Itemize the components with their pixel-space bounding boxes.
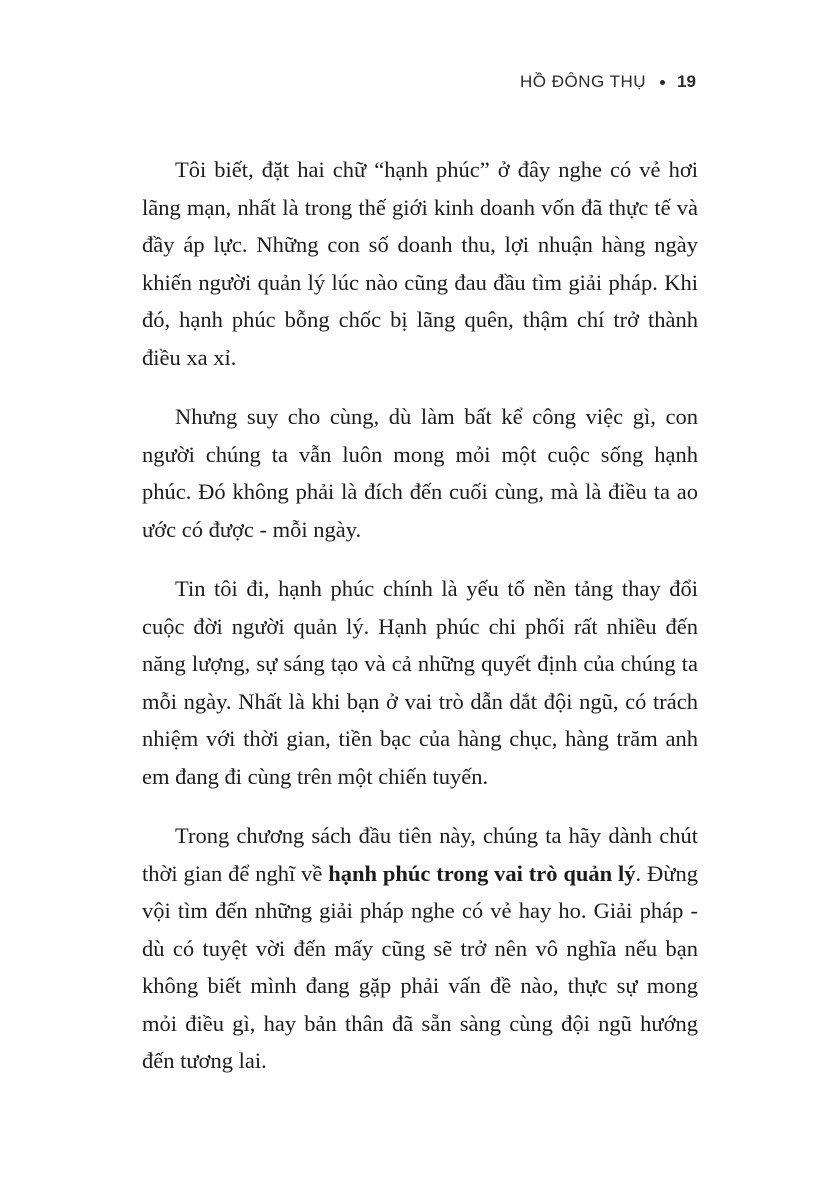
paragraph-1: Tôi biết, đặt hai chữ “hạnh phúc” ở đây nghe có vẻ hơi lãng mạn, nhất là trong thế giới kinh doanh vốn đã thực tế và đầy áp lực. Những con số doanh thu, lợi nhuận hàng ngày khiến người quản lý lúc nào cũng đau đầu tìm giải pháp. Khi đó, hạnh phúc bỗng chốc bị lãng quên, thậm chí trở thành điều xa xỉ.	[142, 157, 698, 370]
author-name: HỒ ĐÔNG THỤ	[520, 72, 647, 91]
paragraph-4-tail: . Đừng vội tìm đến những giải pháp nghe có vẻ hay ho. Giải pháp - dù có tuyệt vời đến mấy cũng sẽ trở nên vô nghĩa nếu bạn không biết mình đang gặp phải vấn đề nào, thực sự mong mỏi điều gì, hay bản thân đã sẵn sàng cùng đội ngũ hướng đến tương lai.	[142, 860, 698, 1073]
paragraph-4-lead: Trong chương sách đầu tiên này, chúng ta hãy dành chút thời gian để nghĩ về	[142, 823, 698, 886]
paragraph-2: Nhưng suy cho cùng, dù làm bất kể công việc gì, con người chúng ta vẫn luôn mong mỏi một cuộc sống hạnh phúc. Đó không phải là đích đến cuối cùng, mà là điều ta ao ước có được - mỗi ngày.	[142, 404, 698, 542]
paragraph-4	[142, 817, 698, 1080]
bullet-separator	[660, 80, 665, 85]
emphasis-phrase: hạnh phúc trong vai trò quản lý	[328, 860, 636, 886]
paragraph-3: Tin tôi đi, hạnh phúc chính là yếu tố nền tảng thay đổi cuộc đời người quản lý. Hạnh phúc chi phối rất nhiều đến năng lượng, sự sáng tạo và cả những quyết định của chúng ta mỗi ngày. Nhất là khi bạn ở vai trò dẫn dắt đội ngũ, có trách nhiệm với thời gian, tiền bạc của hàng chục, hàng trăm anh em đang đi cùng trên một chiến tuyến.	[142, 576, 698, 789]
body-text	[142, 151, 698, 1080]
running-header	[520, 72, 696, 92]
page-number: 19	[677, 72, 696, 91]
